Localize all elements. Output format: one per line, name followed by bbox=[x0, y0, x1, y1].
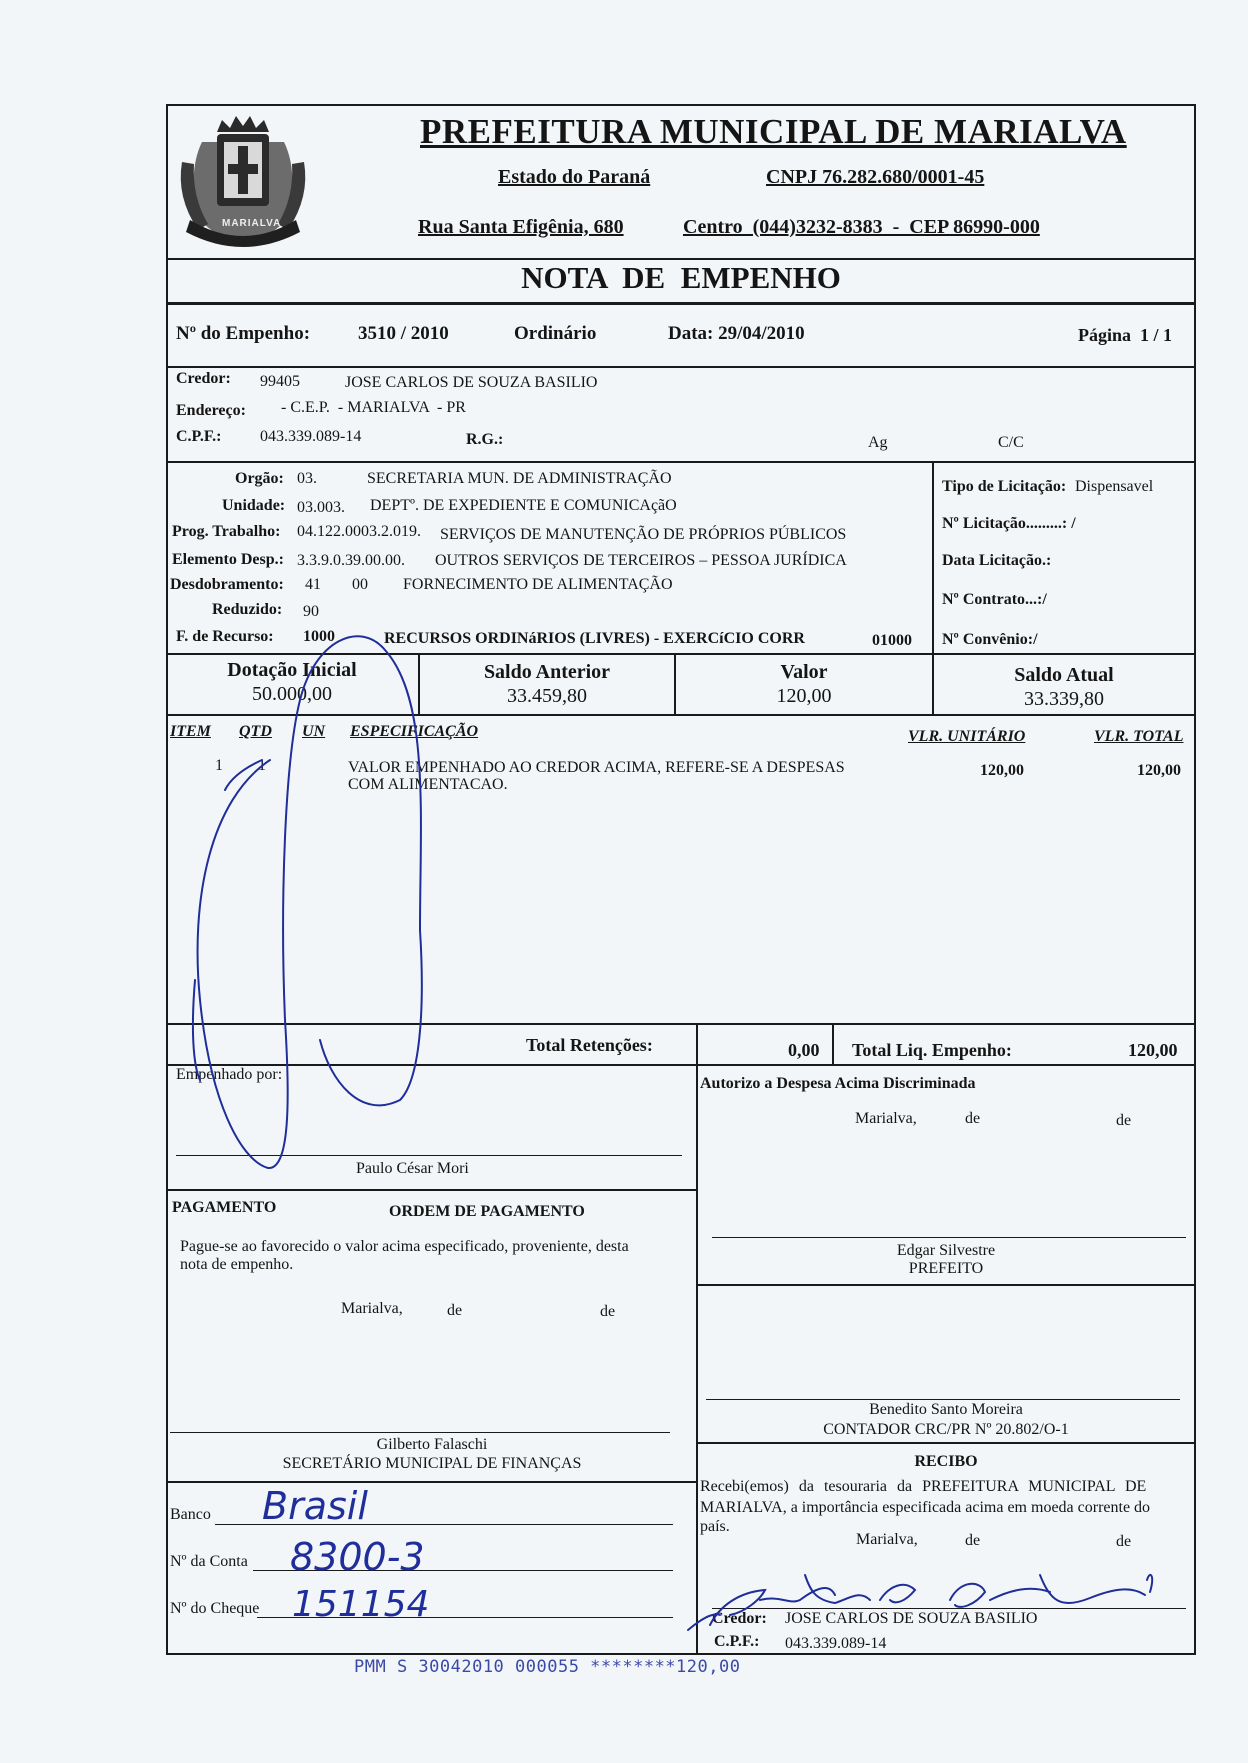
orgao-label: Orgão: bbox=[235, 470, 284, 487]
credor-label: Credor: bbox=[176, 370, 231, 387]
item-total: 120,00 bbox=[1137, 762, 1181, 779]
prog-trabalho-name: SERVIÇOS DE MANUTENÇÃO DE PRÓPRIOS PÚBLICOS bbox=[440, 526, 847, 543]
endereco-label: Endereço: bbox=[176, 402, 246, 419]
pagamento-de2: de bbox=[600, 1303, 616, 1320]
saldo-anterior-value: 33.459,80 bbox=[507, 685, 587, 707]
secretario-title: SECRETÁRIO MUNICIPAL DE FINANÇAS bbox=[282, 1455, 582, 1472]
orgao-code: 03. bbox=[297, 470, 317, 487]
cc-label: C/C bbox=[998, 434, 1024, 451]
valor-label: Valor bbox=[780, 661, 828, 683]
cpf-label: C.P.F.: bbox=[176, 428, 222, 445]
elemento-desp-code: 3.3.9.0.39.00.00. bbox=[297, 552, 405, 569]
item-unit-price: 120,00 bbox=[980, 762, 1024, 779]
empenho-date: Data: 29/04/2010 bbox=[668, 323, 805, 344]
item-spec-line2: COM ALIMENTACAO. bbox=[348, 776, 508, 793]
credor-name: JOSE CARLOS DE SOUZA BASILIO bbox=[345, 374, 598, 391]
recurso-code: 1000 bbox=[303, 628, 335, 645]
elemento-desp-name: OUTROS SERVIÇOS DE TERCEIROS – PESSOA JURÍDICA bbox=[435, 552, 847, 569]
ag-label: Ag bbox=[868, 434, 888, 451]
empenho-number-label: Nº do Empenho: bbox=[176, 323, 311, 344]
machine-stamp: PMM S 30042010 000055 ********120,00 bbox=[354, 1657, 741, 1677]
desdobramento-sub: 00 bbox=[352, 576, 368, 593]
endereco-value: - C.E.P. - MARIALVA - PR bbox=[281, 399, 466, 416]
page-number: Página 1 / 1 bbox=[1078, 325, 1173, 345]
pagamento-de1: de bbox=[447, 1302, 463, 1319]
col-header-item: ITEM bbox=[170, 723, 211, 740]
address-rest: Centro (044)3232-8383 - CEP 86990-000 bbox=[683, 216, 1040, 238]
recibo-cpf-value: 043.339.089-14 bbox=[785, 1635, 887, 1652]
elemento-desp-label: Elemento Desp.: bbox=[172, 551, 284, 568]
dotacao-value: 50.000,00 bbox=[252, 683, 332, 705]
document-title: NOTA DE EMPENHO bbox=[521, 260, 841, 295]
col-header-qtd: QTD bbox=[239, 723, 272, 740]
unidade-code: 03.003. bbox=[297, 499, 345, 516]
tipo-licitacao-label: Tipo de Licitação: bbox=[942, 478, 1067, 495]
col-header-unit-price: VLR. UNITÁRIO bbox=[908, 728, 1026, 745]
prefeito-name: Edgar Silvestre bbox=[896, 1242, 996, 1259]
pagamento-text-1: Pague-se ao favorecido o valor acima especificado, proveniente, desta bbox=[180, 1238, 629, 1255]
saldo-atual-value: 33.339,80 bbox=[1024, 688, 1104, 710]
liq-empenho-label: Total Liq. Empenho: bbox=[852, 1040, 1012, 1060]
liq-empenho-value: 120,00 bbox=[1128, 1040, 1178, 1060]
recurso-label: F. de Recurso: bbox=[176, 628, 274, 645]
col-header-un: UN bbox=[302, 723, 326, 740]
banco-label: Banco bbox=[170, 1506, 211, 1523]
recibo-de2: de bbox=[1116, 1533, 1132, 1550]
reduzido-label: Reduzido: bbox=[212, 601, 283, 618]
convenio-number: Nº Convênio:/ bbox=[942, 631, 1038, 648]
prog-trabalho-code: 04.122.0003.2.019. bbox=[297, 523, 421, 540]
valor-value: 120,00 bbox=[776, 685, 832, 707]
autorizo-city: Marialva, bbox=[855, 1110, 917, 1127]
licitacao-number: Nº Licitação.........: / bbox=[942, 515, 1076, 532]
recurso-name: RECURSOS ORDINáRIOS (LIVRES) - EXERCíCIO CORR bbox=[384, 630, 805, 647]
contador-title: CONTADOR CRC/PR Nº 20.802/O-1 bbox=[823, 1421, 1069, 1438]
unidade-label: Unidade: bbox=[222, 497, 286, 514]
tipo-licitacao-value: Dispensavel bbox=[1075, 478, 1154, 495]
autorizo-de2: de bbox=[1116, 1112, 1132, 1129]
conta-label: Nº da Conta bbox=[170, 1553, 248, 1570]
col-header-spec: ESPECIFICAÇÃO bbox=[350, 723, 479, 740]
autorizo-de1: de bbox=[965, 1110, 981, 1127]
recibo-cpf-label: C.P.F.: bbox=[714, 1633, 760, 1650]
recibo-text-2: MARIALVA, a importância especificada acima em moeda corrente do bbox=[700, 1499, 1151, 1516]
credor-code: 99405 bbox=[260, 373, 300, 390]
col-header-total: VLR. TOTAL bbox=[1094, 728, 1184, 745]
contador-name: Benedito Santo Moreira bbox=[869, 1401, 1023, 1418]
item-spec-line1: VALOR EMPENHADO AO CREDOR ACIMA, REFERE-SE A DESPESAS bbox=[348, 759, 845, 776]
page-title: PREFEITURA MUNICIPAL DE MARIALVA bbox=[420, 112, 1127, 151]
desdobramento-label: Desdobramento: bbox=[170, 576, 284, 593]
autorizo-label: Autorizo a Despesa Acima Discriminada bbox=[700, 1075, 976, 1092]
seal-ribbon-text: MARIALVA bbox=[222, 218, 282, 229]
cpf-value: 043.339.089-14 bbox=[260, 428, 362, 445]
recibo-credor-name: JOSE CARLOS DE SOUZA BASILIO bbox=[785, 1610, 1038, 1627]
item-number: 1 bbox=[215, 757, 223, 774]
cheque-value: 151154 bbox=[292, 1584, 430, 1625]
empenho-number: 3510 / 2010 bbox=[358, 323, 449, 344]
rg-label: R.G.: bbox=[466, 431, 504, 448]
recibo-text-3: país. bbox=[700, 1518, 730, 1535]
desdobramento-name: FORNECIMENTO DE ALIMENTAÇÃO bbox=[403, 576, 673, 593]
contrato-number: Nº Contrato...:/ bbox=[942, 591, 1047, 608]
state-label: Estado do Paraná bbox=[498, 166, 651, 188]
cnpj-label: CNPJ 76.282.680/0001-45 bbox=[766, 166, 985, 188]
recurso-number: 01000 bbox=[872, 632, 912, 649]
retencoes-label: Total Retenções: bbox=[526, 1035, 653, 1055]
empenhado-label: Empenhado por: bbox=[176, 1066, 283, 1083]
retencoes-value: 0,00 bbox=[788, 1040, 820, 1060]
empenhado-name: Paulo César Mori bbox=[356, 1160, 469, 1177]
empenho-type: Ordinário bbox=[514, 323, 597, 344]
prefeito-title: PREFEITO bbox=[908, 1260, 984, 1277]
pagamento-city: Marialva, bbox=[341, 1300, 403, 1317]
licitacao-date: Data Licitação.: bbox=[942, 552, 1052, 569]
banco-value: Brasil bbox=[262, 1484, 368, 1528]
orgao-name: SECRETARIA MUN. DE ADMINISTRAÇÃO bbox=[367, 470, 672, 487]
pagamento-label: PAGAMENTO bbox=[172, 1199, 277, 1216]
reduzido-value: 90 bbox=[303, 603, 319, 620]
recibo-credor-label: Credor: bbox=[712, 1610, 767, 1627]
recibo-text-1: Recebi(emos) da tesouraria da PREFEITURA MUNICIPAL DE bbox=[700, 1478, 1147, 1495]
item-qty: 1 bbox=[258, 757, 266, 774]
pagamento-text-2: nota de empenho. bbox=[180, 1256, 294, 1273]
unidade-name: DEPTº. DE EXPEDIENTE E COMUNICAçãO bbox=[370, 497, 677, 514]
saldo-atual-label: Saldo Atual bbox=[1014, 664, 1114, 686]
recibo-de1: de bbox=[965, 1532, 981, 1549]
recibo-city: Marialva, bbox=[856, 1531, 918, 1548]
desdobramento-code: 41 bbox=[305, 576, 321, 593]
cheque-label: Nº do Cheque bbox=[170, 1600, 260, 1617]
secretario-name: Gilberto Falaschi bbox=[376, 1436, 488, 1453]
prog-trabalho-label: Prog. Trabalho: bbox=[172, 523, 281, 540]
address-street: Rua Santa Efigênia, 680 bbox=[418, 216, 624, 238]
ordem-pagamento-label: ORDEM DE PAGAMENTO bbox=[389, 1203, 585, 1220]
recibo-title: RECIBO bbox=[914, 1453, 978, 1470]
conta-value: 8300-3 bbox=[290, 1535, 425, 1579]
dotacao-label: Dotação Inicial bbox=[227, 659, 357, 681]
saldo-anterior-label: Saldo Anterior bbox=[483, 661, 611, 683]
